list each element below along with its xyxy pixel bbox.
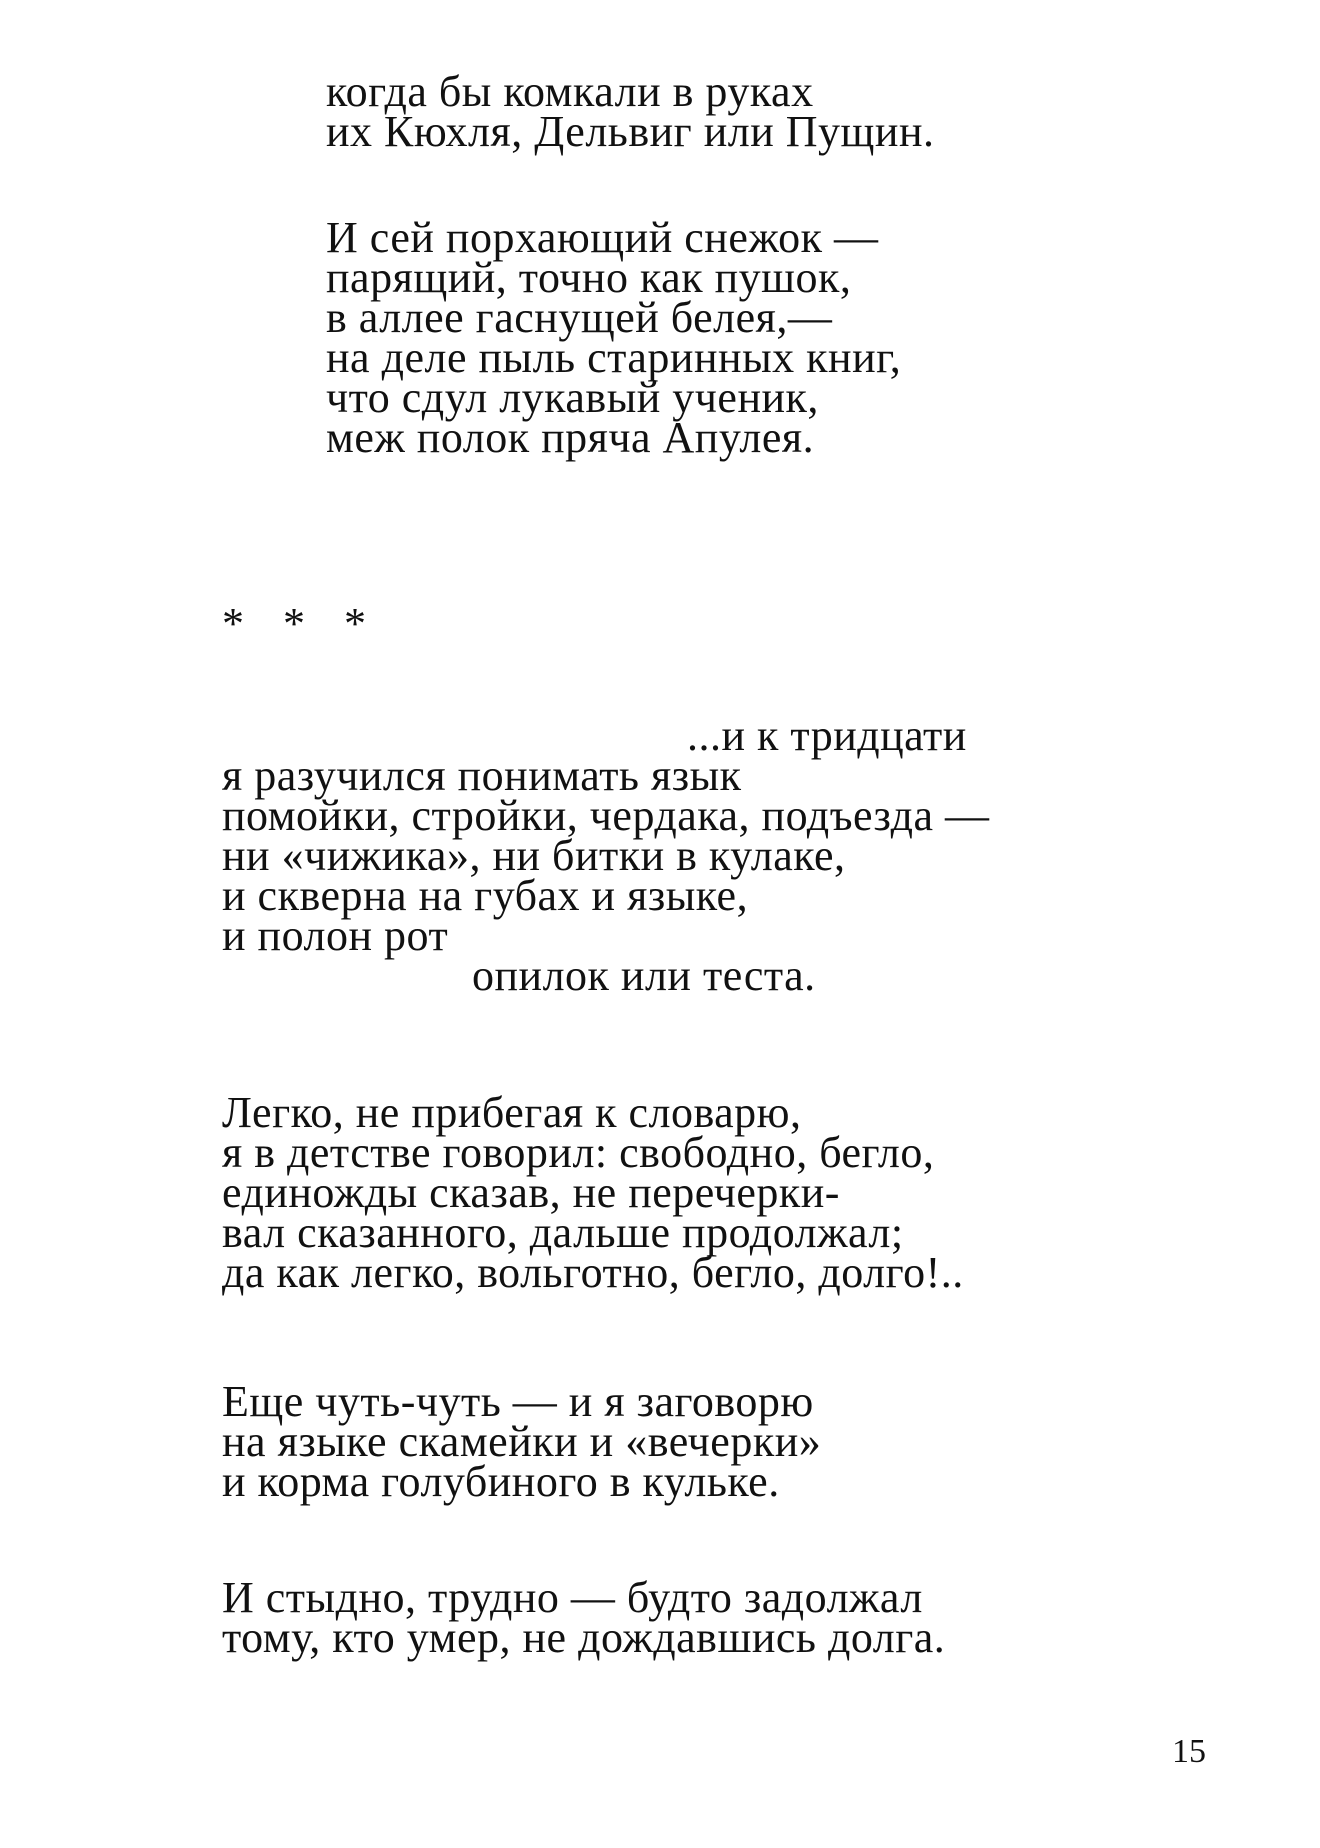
poem-line: я разучился понимать язык [222,751,742,800]
section-divider: * * * [222,599,380,648]
poem-stanza [222,711,990,1000]
poem-line: да как легко, вольготно, бегло, долго!.. [222,1248,964,1297]
poem-line: помойки, стройки, чердака, подъезда — [222,791,990,840]
poem-line: и корма голубиного в кульке. [222,1457,780,1506]
poem-line: единожды сказав, не перечерки- [222,1168,840,1217]
poem-line: Легко, не прибегая к словарю, [222,1088,802,1137]
poem-line: я в детстве говорил: свободно, бегло, [222,1128,935,1177]
poem-line: и полон рот [222,911,449,960]
poem-line: меж полок пряча Апулея. [326,413,815,462]
poem-line: парящий, точно как пушок, [326,253,852,302]
poem-line: когда бы комкали в руках [326,67,814,116]
poem-line: что сдул лукавый ученик, [326,373,819,422]
poem-line: Еще чуть-чуть — и я заговорю [222,1377,814,1426]
poem-stanza [326,213,902,462]
page-number: 15 [1172,1733,1206,1770]
poem-stanza [222,1573,946,1662]
poem-stanza [222,1088,964,1297]
poem-line: опилок или теста. [472,951,816,1000]
poem-line: ни «чижика», ни битки в кулаке, [222,831,846,880]
poem-line: ...и к тридцати [687,711,967,760]
poem-line: И стыдно, трудно — будто задолжал [222,1573,923,1622]
poem-line: И сей порхающий снежок — [326,213,879,262]
poem-line: на языке скамейки и «вечерки» [222,1417,822,1466]
poem-line: и скверна на губах и языке, [222,871,749,920]
poem-line: в аллее гаснущей белея,— [326,293,833,342]
poem-line: вал сказанного, дальше продолжал; [222,1208,904,1257]
poem-stanza [326,67,935,156]
poem-line: на деле пыль старинных книг, [326,333,902,382]
poem-line: тому, кто умер, не дождавшись долга. [222,1613,946,1662]
poem-line: их Кюхля, Дельвиг или Пущин. [326,107,935,156]
poem-stanza [222,1377,822,1506]
